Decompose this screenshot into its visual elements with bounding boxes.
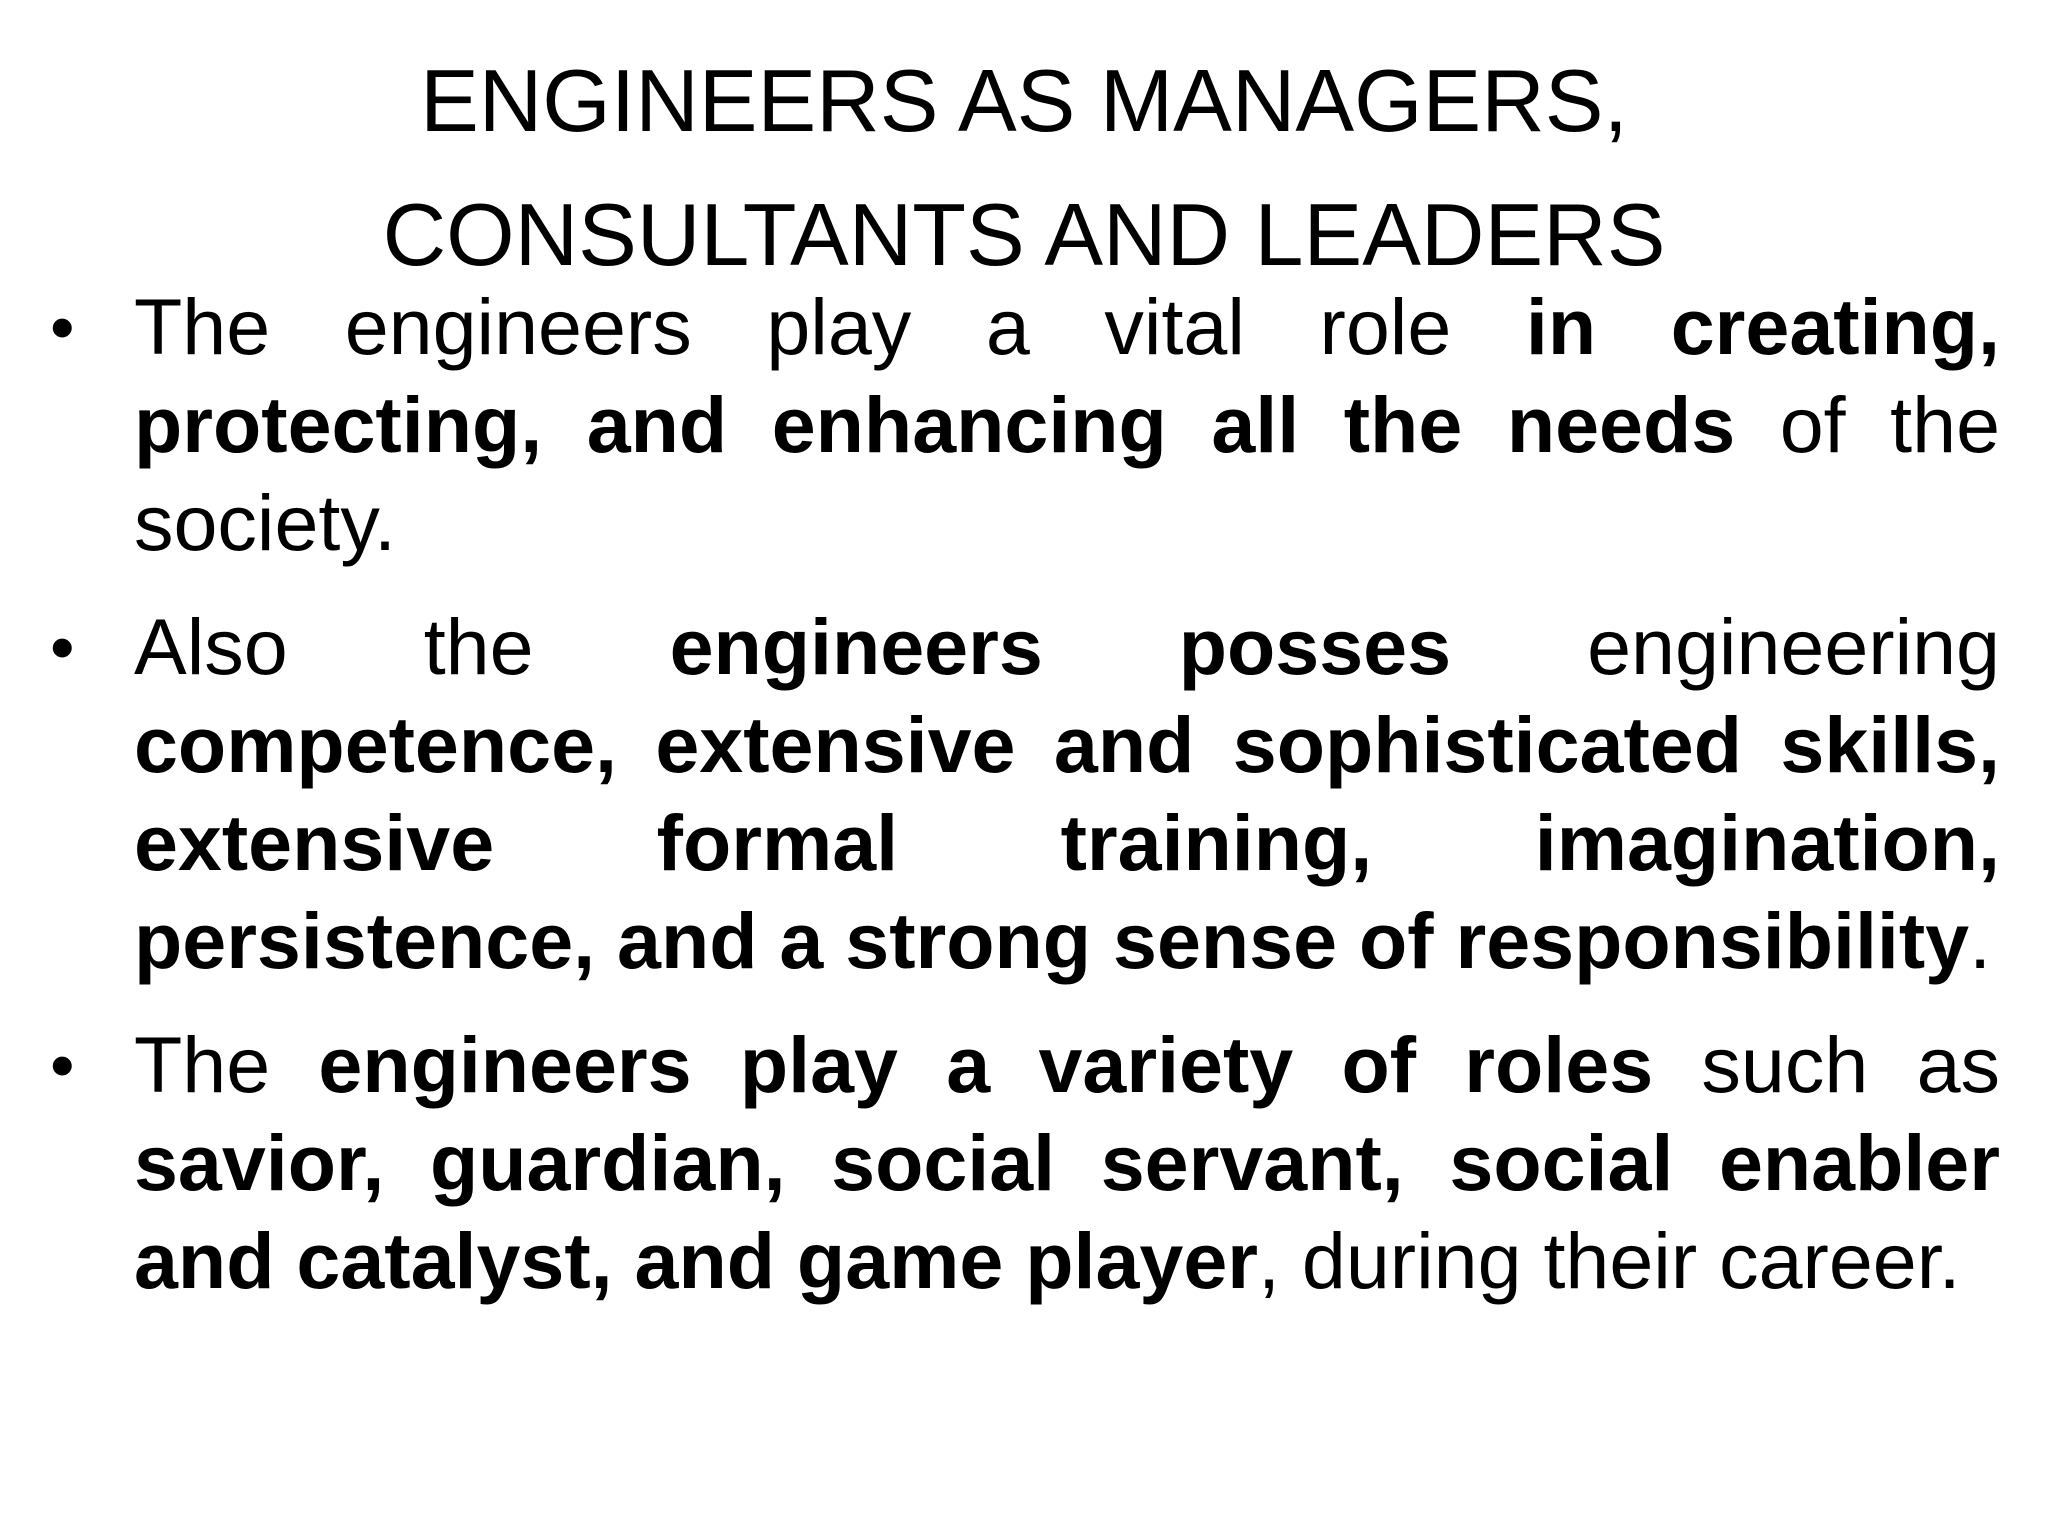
bullet-text-bold-segment: savior, guardian, social servant, social enabler and catalyst, and game player — [134, 1118, 2000, 1305]
bullet-item-2 — [50, 598, 2000, 990]
bullet-text-segment: The — [134, 1020, 319, 1109]
bullet-text-bold-segment: in creating, protecting, and enhancing all the needs — [134, 282, 2000, 469]
bullet-text-segment: such as — [1653, 1020, 2000, 1109]
bullet-item-3 — [50, 1016, 2000, 1310]
bullet-text-segment: . — [1969, 896, 1992, 985]
slide-title-line-1: ENGINEERS AS MANAGERS, — [420, 51, 1628, 150]
slide-title-line-2: CONSULTANTS AND LEADERS — [382, 185, 1666, 284]
slide-title — [0, 34, 2048, 302]
bullet-text-segment: of the society. — [134, 380, 2001, 567]
bullet-item-1 — [50, 278, 2001, 572]
bullet-text-segment: engineering — [1451, 602, 2000, 691]
bullet-text-segment: Also the — [134, 602, 670, 691]
bullet-text-bold-segment: engineers play a variety of roles — [318, 1020, 1654, 1109]
bullet-text-segment: , during their career. — [1258, 1216, 1961, 1305]
bullet-text-bold-segment: competence, extensive and sophisticated skills, extensive formal training, imagination, persistence, and a strong sense of responsibility — [134, 700, 2000, 985]
bullet-list — [50, 278, 2001, 1336]
bullet-text-segment: The engineers play a vital role — [134, 282, 1526, 371]
bullet-text-bold-segment: engineers posses — [669, 602, 1452, 691]
bullet-marker: • — [50, 288, 75, 366]
bullet-marker: • — [50, 608, 75, 686]
bullet-marker: • — [50, 1026, 75, 1104]
